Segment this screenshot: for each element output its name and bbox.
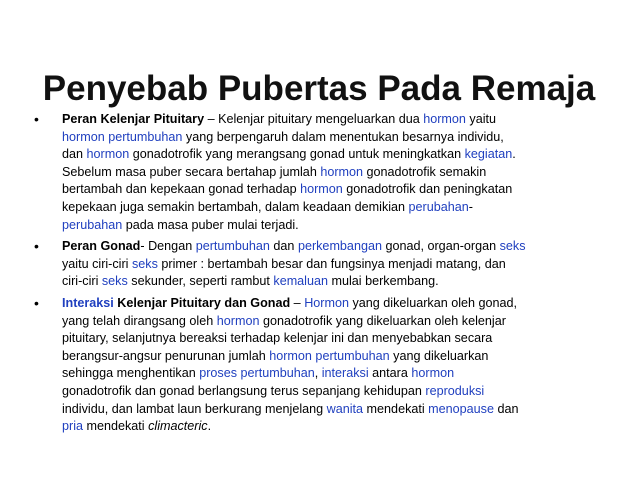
keyword-link: menopause (428, 401, 494, 416)
text-segment: bertambah dan kepekaan gonad terhadap (62, 182, 301, 197)
text-segment: gonadotrofik yang dikeluarkan oleh kelenjar (259, 313, 506, 328)
bullet-item (34, 111, 624, 234)
text-line (62, 217, 624, 235)
keyword-link: seks (101, 274, 128, 289)
bullet-list (34, 111, 624, 440)
text-segment: Kelenjar Pituitary dan Gonad (113, 295, 291, 310)
keyword-link: hormon pertumbuhan (62, 129, 183, 144)
text-segment: berangsur-angsur penurunan jumlah (62, 348, 270, 363)
text-segment: kepekaan juga semakin bertambah, dalam keadaan demikian (62, 199, 409, 214)
keyword-link: proses pertumbuhan (199, 366, 315, 381)
text-line (62, 181, 624, 199)
keyword-link: Hormon (304, 295, 349, 310)
text-line (62, 199, 624, 217)
text-line (62, 365, 624, 383)
slide-title: Penyebab Pubertas Pada Remaja (42, 69, 596, 109)
bullet-item (34, 238, 624, 291)
text-segment: mendekati (83, 419, 149, 434)
text-segment: yaitu (465, 112, 497, 126)
text-line (62, 418, 624, 436)
text-line (62, 313, 624, 331)
text-segment: Sebelum masa puber secara bertahap jumlah (62, 164, 321, 179)
text-segment: gonadotrofik dan peningkatan (342, 182, 513, 197)
text-segment: - Dengan (140, 239, 196, 254)
text-line (62, 238, 624, 256)
text-segment: yang berpengaruh dalam menentukan besarnya individu, (182, 129, 504, 144)
text-line (62, 295, 624, 313)
text-segment: mulai berkembang. (328, 274, 439, 289)
text-line (62, 129, 624, 147)
text-line (62, 401, 624, 419)
keyword-link: hormon (86, 147, 130, 162)
text-segment: gonadotrofik dan gonad berlangsung terus sepanjang kehidupan (62, 383, 426, 398)
text-segment: ciri-ciri (62, 274, 102, 289)
text-segment: pituitary, selanjutnya bereaksi terhadap kelenjar ini dan menyebabkan secara (62, 331, 493, 346)
text-segment: yang telah dirangsang oleh (62, 313, 217, 328)
text-segment: dan (494, 401, 519, 416)
text-segment: primer : bertambah besar dan fungsinya menjadi matang, dan (157, 256, 506, 271)
keyword-link: hormon (411, 366, 455, 381)
keyword-link: perubahan (408, 199, 469, 214)
text-line (62, 273, 624, 291)
text-line (62, 348, 624, 366)
text-segment: yang dikeluarkan (389, 348, 489, 363)
text-segment: . (512, 147, 516, 162)
keyword-link: hormon pertumbuhan (269, 348, 390, 363)
text-segment: Peran Gonad (62, 239, 141, 254)
keyword-link: pertumbuhan (195, 239, 270, 254)
text-segment: – (290, 295, 305, 310)
bullet-marker: • (34, 238, 39, 255)
text-segment: – Kelenjar pituitary mengeluarkan dua (204, 112, 424, 126)
text-segment: gonadotrofik yang merangsang gonad untuk meningkatkan (129, 147, 465, 162)
keyword-link: hormon (320, 164, 364, 179)
text-segment: individu, dan lambat laun berkurang menjelang (62, 401, 327, 416)
text-segment: gonadotrofik semakin (363, 164, 487, 179)
keyword-link: kemaluan (273, 274, 328, 289)
keyword-link: hormon (300, 182, 343, 197)
text-line (62, 256, 624, 274)
text-segment: sehingga menghentikan (62, 366, 200, 381)
text-line (62, 330, 624, 348)
text-segment: , (314, 366, 322, 381)
keyword-link: seks (131, 256, 158, 271)
keyword-link: Interaksi (62, 295, 114, 310)
text-line (62, 146, 624, 164)
keyword-link: seks (499, 239, 526, 254)
keyword-link: perubahan (62, 217, 123, 232)
text-segment: - (468, 199, 473, 214)
keyword-link: kegiatan (464, 147, 513, 162)
keyword-link: interaksi (321, 366, 369, 381)
text-segment: dan (62, 147, 87, 162)
bullet-item (34, 295, 624, 436)
keyword-link: hormon (423, 112, 466, 126)
keyword-link: pria (62, 419, 83, 434)
text-segment: sekunder, seperti rambut (127, 274, 274, 289)
keyword-link: wanita (326, 401, 364, 416)
keyword-link: hormon (216, 313, 260, 328)
text-segment: gonad, organ-organ (381, 239, 500, 254)
text-line (62, 383, 624, 401)
text-line (62, 111, 624, 129)
text-segment: . (207, 419, 212, 434)
text-segment: climacteric (148, 419, 208, 434)
text-segment: antara (368, 366, 412, 381)
text-segment: yang dikeluarkan oleh gonad, (348, 295, 518, 310)
text-segment: mendekati (363, 401, 429, 416)
keyword-link: reproduksi (425, 383, 485, 398)
text-segment: pada masa puber mulai terjadi. (122, 217, 299, 232)
bullet-marker: • (34, 294, 39, 311)
text-segment: Peran Kelenjar Pituitary (62, 112, 205, 126)
keyword-link: perkembangan (297, 239, 382, 254)
text-line (62, 164, 624, 182)
text-segment: yaitu ciri-ciri (62, 256, 132, 271)
text-segment: dan (269, 239, 298, 254)
bullet-marker: • (34, 111, 39, 127)
